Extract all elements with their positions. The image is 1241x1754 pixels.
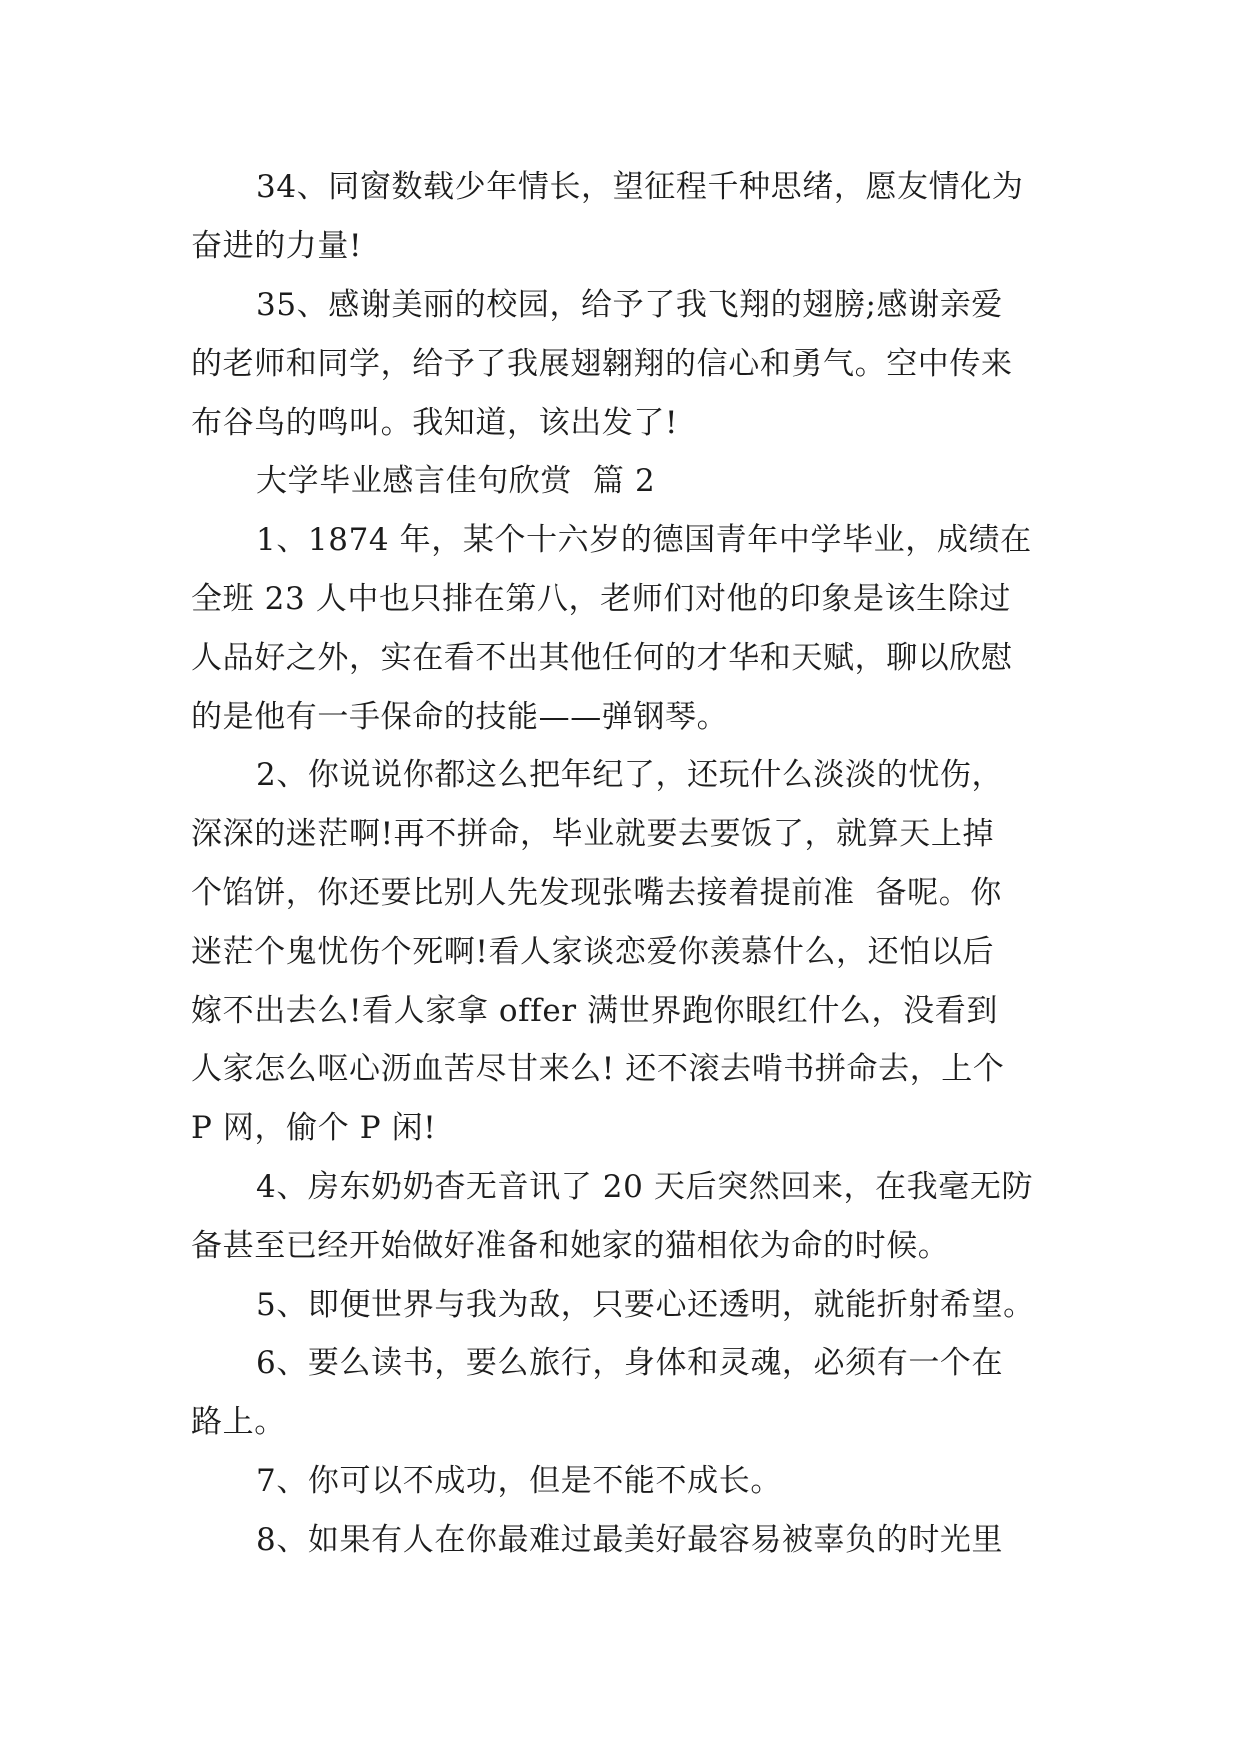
text-line: 路上。 xyxy=(191,1404,286,1440)
text-line: 深深的迷茫啊!再不拼命，毕业就要去要饭了，就算天上掉 xyxy=(191,816,995,852)
text-line: 人家怎么呕心沥血苦尽甘来么! 还不滚去啃书拼命去，上个 xyxy=(191,1051,1005,1087)
text-line: 备甚至已经开始做好准备和她家的猫相依为命的时候。 xyxy=(191,1228,950,1264)
text-line: 迷茫个鬼忧伤个死啊!看人家谈恋爱你羡慕什么，还怕以后 xyxy=(191,934,995,970)
text-line: 的老师和同学，给予了我展翅翱翔的信心和勇气。空中传来 xyxy=(191,346,1013,382)
text-line: 5、即便世界与我为敌，只要心还透明，就能折射希望。 xyxy=(256,1287,1035,1323)
text-line: 34、同窗数载少年情长，望征程千种思绪，愿友情化为 xyxy=(256,169,1024,205)
text-line: P 网，偷个 P 闲! xyxy=(191,1110,437,1146)
text-line: 1、1874 年，某个十六岁的德国青年中学毕业，成绩在 xyxy=(256,522,1032,558)
text-line: 6、要么读书，要么旅行，身体和灵魂，必须有一个在 xyxy=(256,1345,1004,1381)
text-line: 布谷鸟的鸣叫。我知道，该出发了! xyxy=(191,405,679,441)
text-line: 7、你可以不成功，但是不能不成长。 xyxy=(256,1463,782,1499)
text-line: 奋进的力量! xyxy=(191,228,363,264)
text-line: 35、感谢美丽的校园，给予了我飞翔的翅膀;感谢亲爱 xyxy=(256,287,1003,323)
text-line: 4、房东奶奶杳无音讯了 20 天后突然回来，在我毫无防 xyxy=(256,1169,1034,1205)
text-line: 全班 23 人中也只排在第八，老师们对他的印象是该生除过 xyxy=(191,581,1011,617)
section-heading: 大学毕业感言佳句欣赏 篇 2 xyxy=(256,463,656,499)
text-line: 8、如果有人在你最难过最美好最容易被辜负的时光里 xyxy=(256,1522,1004,1558)
text-line: 2、你说说你都这么把年纪了，还玩什么淡淡的忧伤， xyxy=(256,757,1004,793)
text-line: 人品好之外，实在看不出其他任何的才华和天赋，聊以欣慰 xyxy=(191,640,1013,676)
text-line: 嫁不出去么!看人家拿 offer 满世界跑你眼红什么，没看到 xyxy=(191,993,998,1029)
text-line: 的是他有一手保命的技能——弹钢琴。 xyxy=(191,699,729,735)
text-line: 个馅饼，你还要比别人先发现张嘴去接着提前准 备呢。你 xyxy=(191,875,1002,911)
